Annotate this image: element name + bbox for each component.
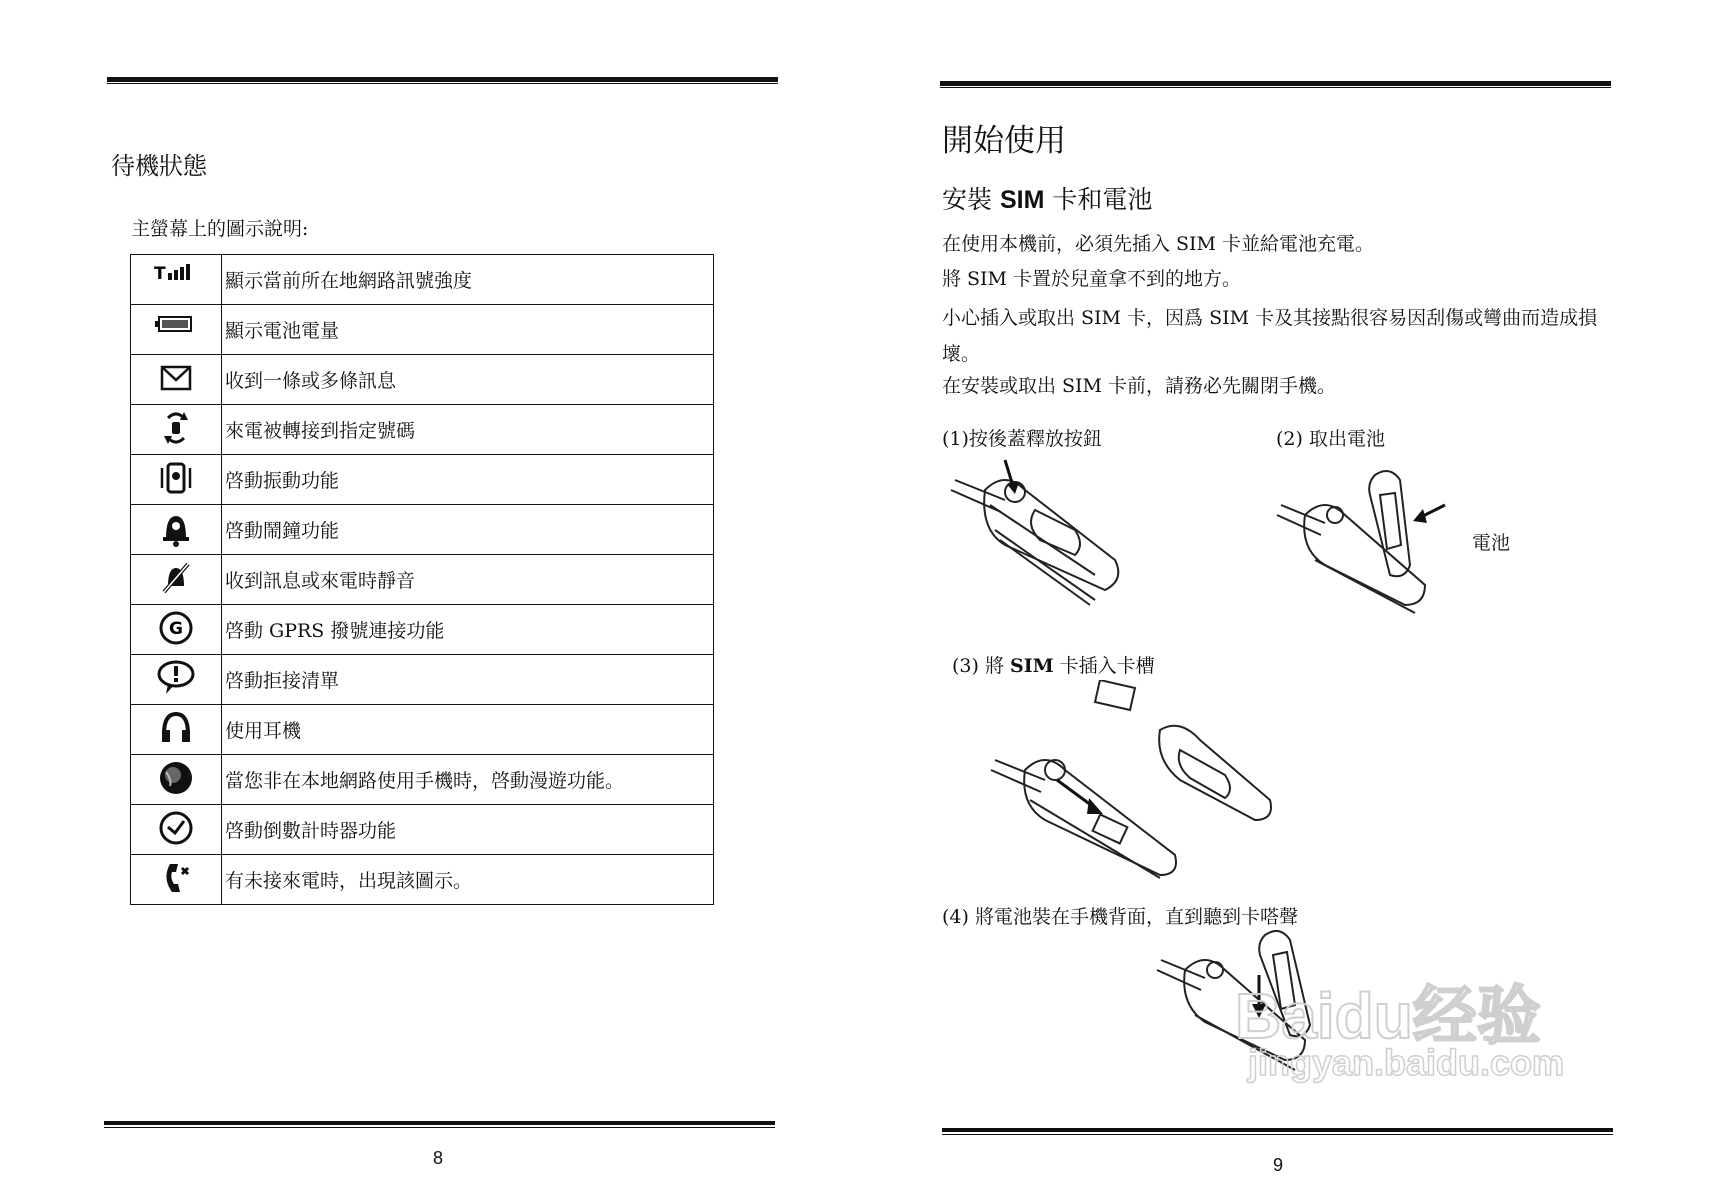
countdown-clock-icon [131,805,222,855]
row-text: 顯示電池電量 [222,305,714,355]
table-row [131,355,714,405]
row-text: 收到訊息或來電時靜音 [222,555,714,605]
phone-release-illustration [945,450,1135,610]
vibrate-icon [131,455,222,505]
step-3-caption [952,651,1155,678]
right-page-subheading [942,180,1152,216]
step-3-bold: SIM [1010,655,1054,677]
page-number-right: 9 [1273,1155,1284,1175]
step-4-caption: (4) 將電池裝在手機背面，直到聽到卡嗒聲 [942,906,1298,928]
alarm-bell-icon [131,505,222,555]
table-row [131,505,714,555]
signal-strength-icon [131,255,222,305]
battery-icon [131,305,222,355]
bottom-rule-right [942,1128,1613,1132]
status-icon-table [130,254,714,905]
table-row [131,405,714,455]
row-text: 使用耳機 [222,705,714,755]
paragraph: 在使用本機前，必須先插入 SIM 卡並給電池充電。 [942,233,1375,255]
sim-insert-illustration [985,680,1275,880]
page-number-left: 8 [433,1148,444,1168]
row-text: 啓動振動功能 [222,455,714,505]
mute-icon [131,555,222,605]
subheading-pre: 安裝 [942,185,1000,214]
step-3-pre: (3) 將 [952,655,1010,677]
row-text: 啓動拒接清單 [222,655,714,705]
left-page-heading: 待機狀態 [111,152,207,180]
top-rule-left [107,77,778,82]
call-divert-icon [131,405,222,455]
table-row [131,305,714,355]
row-text: 啓動倒數計時器功能 [222,805,714,855]
roaming-globe-icon [131,755,222,805]
missed-call-icon [131,855,222,905]
gprs-icon [131,605,222,655]
paragraph: 在安裝或取出 SIM 卡前，請務必先關閉手機。 [942,375,1337,397]
row-text: 收到一條或多條訊息 [222,355,714,405]
battery-removal-illustration [1275,465,1465,615]
reject-list-icon [131,655,222,705]
step-2-caption: (2) 取出電池 [1276,428,1385,450]
battery-label: 電池 [1472,532,1511,554]
table-row [131,255,714,305]
paragraph: 小心插入或取出 SIM 卡，因爲 SIM 卡及其接點很容易因刮傷或彎曲而造成損壞。 [942,307,1598,365]
table-row [131,605,714,655]
table-row [131,755,714,805]
right-page-heading: 開始使用 [942,123,1066,159]
baidu-watermark-logo: Baidu经验 [1235,980,1541,1052]
table-row [131,455,714,505]
top-rule-right [940,81,1611,86]
svg-text:G: G [169,618,183,639]
row-text: 顯示當前所在地網路訊號強度 [222,255,714,305]
row-text: 有未接來電時，出現該圖示。 [222,855,714,905]
bottom-rule-right-thin [942,1134,1613,1135]
subheading-bold: SIM [999,186,1045,214]
step-1-caption: (1)按後蓋釋放按鈕 [942,428,1102,450]
row-text: 啓動鬧鐘功能 [222,505,714,555]
table-row [131,555,714,605]
row-text: 啓動 GPRS 撥號連接功能 [222,605,714,655]
svg-text:T: T [154,263,166,284]
step-3-post: 卡插入卡槽 [1053,655,1155,677]
headset-icon [131,705,222,755]
paragraph: 將 SIM 卡置於兒童拿不到的地方。 [942,268,1242,290]
subheading-post: 卡和電池 [1044,185,1153,214]
bottom-rule-left-thin [104,1127,775,1128]
top-rule-right-thin [940,87,1611,88]
top-rule-left-thin [107,83,778,84]
table-row [131,705,714,755]
bottom-rule-left [104,1121,775,1125]
row-text: 來電被轉接到指定號碼 [222,405,714,455]
icon-table-intro: 主螢幕上的圖示說明: [131,218,309,240]
envelope-icon [131,355,222,405]
row-text: 當您非在本地網路使用手機時，啓動漫遊功能。 [222,755,714,805]
table-row [131,805,714,855]
table-row [131,655,714,705]
baidu-watermark-url: jingyan.baidu.com [1248,1042,1565,1083]
table-row [131,855,714,905]
